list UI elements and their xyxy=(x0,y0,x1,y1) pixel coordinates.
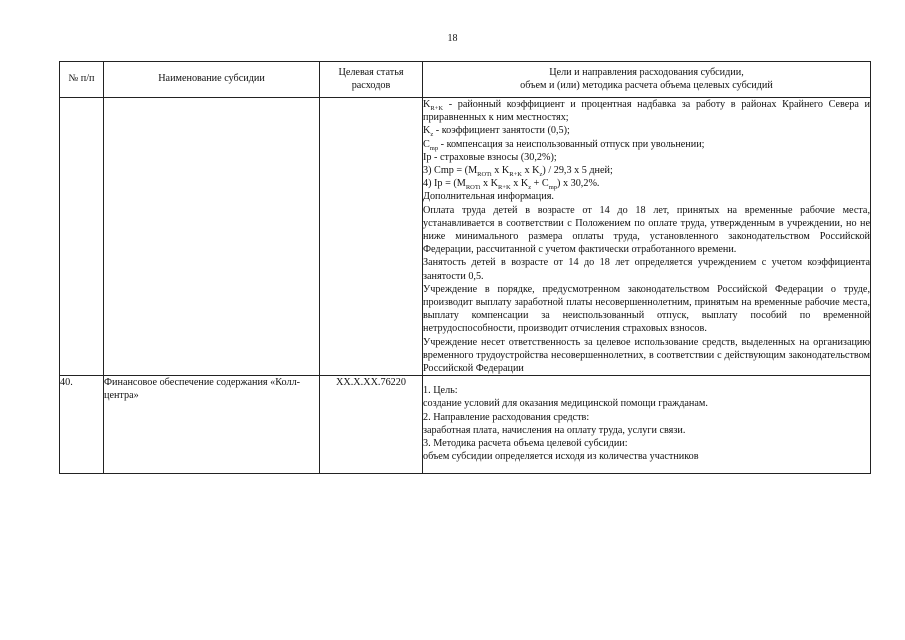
header-goals xyxy=(423,62,871,98)
paragraph-payments: Учреждение в порядке, предусмотренном законодательством Российской Федерации о труде, производит выплату заработной платы несовершеннолетним, принятым на временные рабочие места, выплату компенсации за неиспользованный отпуск, выплату пособий по временной нетрудоспособности, производит отчисления страховых взносов. xyxy=(423,283,870,335)
page-number: 18 xyxy=(447,33,458,44)
subsidies-table xyxy=(59,61,871,474)
formula-4: 4) $Ip = (M_{ROTi}$ x $K_{R+K}$ x $K_z + C_{mp}$) x 30,2%. xyxy=(423,178,600,192)
definition-kz: $K_z$ - коэффициент занятости (0,5); xyxy=(423,125,570,139)
row40-line-direction: заработная плата, начисления на оплату труда, услуги связи. xyxy=(423,424,686,436)
definition-cmp: $C_{mp}$ - компенсация за неиспользованный отпуск при увольнении; xyxy=(423,138,705,152)
table-row-continued xyxy=(60,98,871,376)
cell-goals-continued xyxy=(423,98,871,376)
cell-goals-40 xyxy=(423,376,871,474)
header-article xyxy=(320,62,423,98)
cell-article-40: XX.X.XX.76220 xyxy=(320,376,423,474)
cell-name-40: Финансовое обеспечение содержания «Колл-центра» xyxy=(104,376,320,474)
definition-k-rk: $K_{R+K}$ - районный коэффициент и процентная надбавка за работу в районах Крайнего Севера и приравненных к ним местностях; xyxy=(423,99,870,124)
cell-num-40: 40. xyxy=(60,376,104,474)
paragraph-responsibility: Учреждение несет ответственность за целевое использование средств, выделенных на организацию временного трудоустройства несовершеннолетних, в соответствии с действующим законодательством Российской Федерации xyxy=(423,336,870,375)
row40-line-goal-heading: 1. Цель: xyxy=(423,385,458,397)
cell-article-empty xyxy=(320,98,423,376)
formula-3: 3) Cmp = ($M_{ROTi}$ x $K_{R+K}$ x $K_z) / 29,3$ x 5 дней; xyxy=(423,165,613,179)
header-num xyxy=(60,62,104,98)
table-header-row xyxy=(60,62,871,98)
row40-line-direction-heading: 2. Направление расходования средств: xyxy=(423,411,590,423)
row40-line-goal: создание условий для оказания медицинской помощи гражданам. xyxy=(423,398,708,410)
header-name xyxy=(104,62,320,98)
header-article-label: Целевая статья расходов xyxy=(338,67,404,91)
paragraph-wages: Оплата труда детей в возрасте от 14 до 18 лет, принятых на временные рабочие места, устанавливается в соответствии с Положением по оплате труда, утвержденным в учреждении, но не ниже минимального размера оплаты труда, установленного законодательством Российской Федерации, рассчитанной с учетом фактически отработанного времени. xyxy=(423,204,870,256)
cell-num-empty xyxy=(60,98,104,376)
header-goals-line-1: Цели и направления расходования субсидии, xyxy=(549,67,744,78)
definition-ip: Ip - страховые взносы (30,2%); xyxy=(423,151,557,163)
table-row-40 xyxy=(60,376,871,474)
row40-line-method-heading: 3. Методика расчета объема целевой субсидии: xyxy=(423,438,628,450)
header-goals-line-2: объем и (или) методика расчета объема целевых субсидий xyxy=(520,79,773,91)
header-num-label: № п/п xyxy=(68,73,95,85)
cell-name-empty xyxy=(104,98,320,376)
row40-line-method: объем субсидии определяется исходя из количества участников xyxy=(423,451,699,463)
paragraph-additional-info: Дополнительная информация. xyxy=(423,191,554,203)
paragraph-employment: Занятость детей в возрасте от 14 до 18 лет определяется учреждением с учетом коэффициента занятости 0,5. xyxy=(423,257,870,282)
header-name-label: Наименование субсидии xyxy=(158,73,265,85)
